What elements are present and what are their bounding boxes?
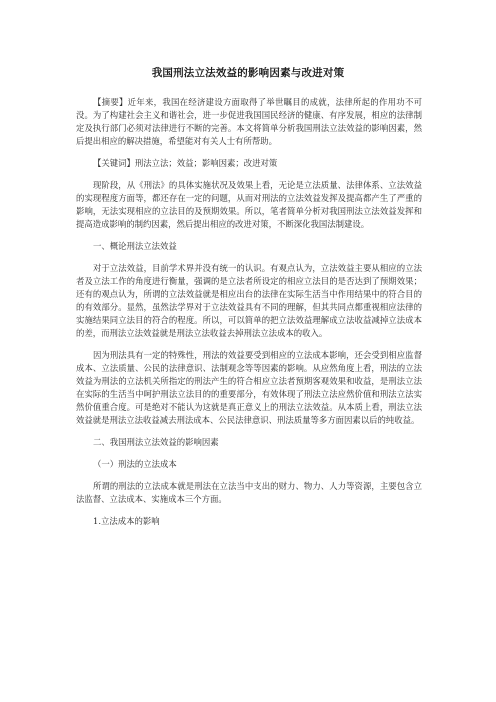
document-title: 我国刑法立法效益的影响因素与改进对策: [151, 67, 345, 79]
section1-paragraph-2: 因为刑法具有一定的特殊性，刑法的效益要受到相应的立法成本影响，还会受到相应监督成本、立法质量、公民的法律意识、法制观念等等因素的影响。从应然角度上看，刑法的立法效益为刑法的立法机关所指定的刑法产生的符合相应立法者预期客观效果和收益，是刑法立法在实际的生活当中呵护刑法立法目的的重要部分，有效体现了刑法立法应然价值和刑法立法实然价值重合度。可是绝对不能认为这就是真正意义上的刑法立法效益。从本质上看，刑法立法效益就是刑法立法收益减去刑法成本、公民法律意识、刑法质量等多方面因素以后的纯收益。: [76, 350, 422, 425]
section2-paragraph-1: 所谓的刑法的立法成本就是刑法在立法当中支出的财力、物力、人力等资源，主要包含立法监督、立法成本、实施成本三个方面。: [76, 481, 422, 504]
section1-heading: 一、概论刑法立法效益: [93, 241, 177, 251]
section2-subheading-1: （一）刑法的立法成本: [93, 459, 177, 469]
keywords-paragraph: 【关键词】刑法立法；效益；影响因素；改进对策: [93, 158, 278, 168]
section2-heading: 二、我国刑法立法效益的影响因素: [93, 437, 219, 447]
document-body: [76, 96, 422, 528]
intro-paragraph: 现阶段，从《刑法》的具体实施状况及效果上看，无论是立法质量、法律体系、立法效益的实现程度方面等，都还存在一定的问题，从而对刑法的立法效益发挥及提高都产生了严重的影响，无法实现相应的立法目的及预期效果。所以，笔者简单分析对我国刑法立法效益发挥和提高造成影响的制约因素，然后提出相应的改进对策，不断深化我国法制建设。: [76, 180, 422, 229]
section2-item-1: 1.立法成本的影响: [93, 516, 160, 526]
section1-paragraph-1: 对于立法效益，目前学术界并没有统一的认识。有观点认为，立法效益主要从相应的立法者及立法工作的角度进行衡量，强调的是立法者所设定的相应立法目的是否达到了预期效果；还有的观点认为，所谓的立法效益就是相应出台的法律在实际生活当中作用结果中的符合目的的有效部分。显然，虽然法学界对于立法效益具有不同的理解，但其共同点都重视相应法律的实施结果同立法目的符合的程度。所以，可以简单的把立法效益理解成立法收益减掉立法成本的差，而刑法立法效益就是刑法立法收益去掉刑法立法成本的收入。: [76, 263, 422, 338]
abstract-paragraph: 【摘要】近年来，我国在经济建设方面取得了举世瞩目的成就，法律所起的作用功不可没。为了构建社会主义和谐社会，进一步促进我国国民经济的健康、有序发展，相应的法律制定及执行部门必须对法律进行不断的完善。本文将简单分析我国刑法立法效益的影响因素，然后提出相应的解决措施，希望能对有关人士有所帮助。: [76, 97, 422, 146]
